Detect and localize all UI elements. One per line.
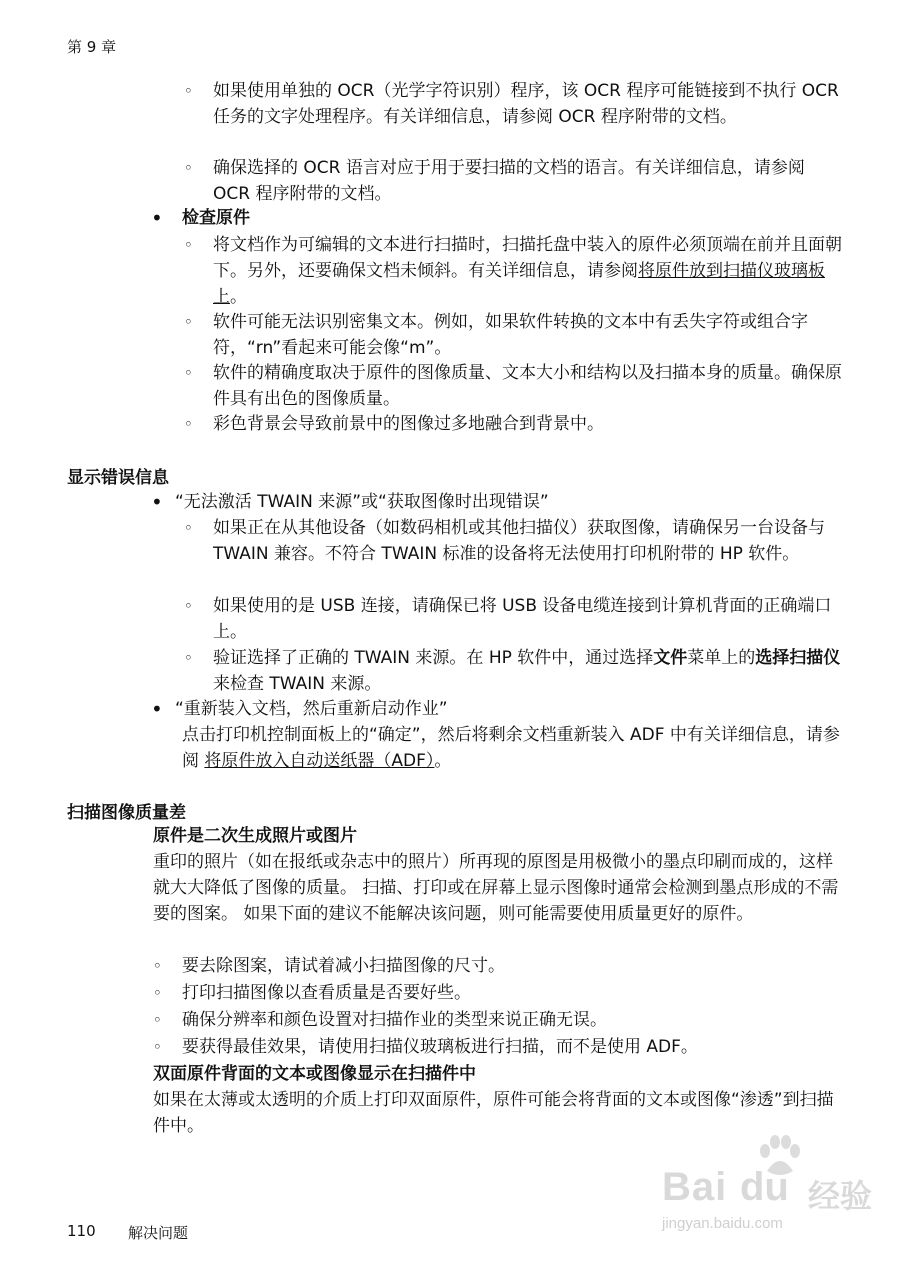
- list-item: 打印扫描图像以查看质量是否要好些。: [182, 983, 471, 1003]
- sub-heading: 原件是二次生成照片或图片: [153, 826, 357, 846]
- link-scanner-glass[interactable]: 将原件放到扫描仪玻璃板上: [213, 261, 825, 307]
- sub-bullet: ◦: [184, 313, 193, 331]
- sub-bullet: ◦: [184, 159, 193, 177]
- list-item: 验证选择了正确的 TWAIN 来源。在 HP 软件中，通过选择文件菜单上的选择扫描仪来检查 TWAIN 来源。: [213, 648, 841, 694]
- watermark-url: jingyan.baidu.com: [662, 1215, 783, 1232]
- list-item: 确保分辨率和颜色设置对扫描作业的类型来说正确无误。: [182, 1010, 607, 1030]
- list-item: 要获得最佳效果，请使用扫描仪玻璃板进行扫描，而不是使用 ADF。: [182, 1037, 698, 1057]
- error-messages-heading: 显示错误信息: [67, 468, 169, 488]
- sub-bullet: ◦: [184, 649, 193, 667]
- sub-bullet: ◦: [184, 597, 193, 615]
- list-item: 将文档作为可编辑的文本进行扫描时，扫描托盘中装入的原件必须顶端在前并且面朝下。另外，还要确保文档未倾斜。有关详细信息，请参阅将原件放到扫描仪玻璃板上。: [213, 235, 842, 307]
- list-item: 确保选择的 OCR 语言对应于用于要扫描的文档的语言。有关详细信息，请参阅 OCR 程序附带的文档。: [213, 158, 805, 204]
- list-item: 软件的精确度取决于原件的图像质量、文本大小和结构以及扫描本身的质量。确保原件具有出色的图像质量。: [213, 363, 842, 409]
- sub-bullet: ◦: [184, 519, 193, 537]
- sub-bullet: ◦: [153, 984, 162, 1002]
- chapter-label: 第 9 章: [67, 38, 117, 56]
- watermark-du: du: [740, 1165, 789, 1209]
- sub-bullet: ◦: [184, 364, 193, 382]
- sub-bullet: ◦: [184, 82, 193, 100]
- list-item: 彩色背景会导致前景中的图像过多地融合到背景中。: [213, 414, 604, 434]
- bullet: •: [151, 206, 163, 230]
- footer-title: 解决问题: [128, 1224, 189, 1242]
- paragraph: 重印的照片（如在报纸或杂志中的照片）所再现的原图是用极微小的墨点印刷而成的，这样就大大降低了图像的质量。 扫描、打印或在屏幕上显示图像时通常会检测到墨点形成的不需要的图案。 如果下面的建议不能解决该问题，则可能需要使用质量更好的原件。: [153, 852, 839, 924]
- bullet: •: [151, 697, 163, 721]
- list-item: 要去除图案，请试着减小扫描图像的尺寸。: [182, 956, 505, 976]
- poor-quality-heading: 扫描图像质量差: [67, 803, 186, 823]
- bullet: •: [151, 490, 163, 514]
- sub-bullet: ◦: [184, 236, 193, 254]
- paragraph: 如果在太薄或太透明的介质上打印双面原件，原件可能会将背面的文本或图像“渗透”到扫描件中。: [153, 1090, 834, 1136]
- sub-heading: 双面原件背面的文本或图像显示在扫描件中: [153, 1064, 476, 1084]
- paragraph: 点击打印机控制面板上的“确定”，然后将剩余文档重新装入 ADF 中有关详细信息，请参阅 将原件放入自动送纸器（ADF）。: [182, 725, 840, 771]
- sub-bullet: ◦: [153, 1011, 162, 1029]
- list-item: “重新装入文档，然后重新启动作业”: [175, 699, 448, 719]
- sub-bullet: ◦: [153, 1038, 162, 1056]
- baidu-watermark: [660, 1135, 905, 1235]
- link-adf[interactable]: 将原件放入自动送纸器（ADF）: [204, 751, 435, 771]
- list-item: 如果正在从其他设备（如数码相机或其他扫描仪）获取图像，请确保另一台设备与 TWAIN 兼容。不符合 TWAIN 标准的设备将无法使用打印机附带的 HP 软件。: [213, 518, 825, 564]
- list-item: 如果使用的是 USB 连接，请确保已将 USB 设备电缆连接到计算机背面的正确端口上。: [213, 596, 832, 642]
- sub-bullet: ◦: [184, 415, 193, 433]
- sub-bullet: ◦: [153, 957, 162, 975]
- page-number: 110: [67, 1222, 96, 1240]
- list-item: “无法激活 TWAIN 来源”或“获取图像时出现错误”: [175, 492, 549, 512]
- watermark-logo-cn: 经验: [808, 1178, 873, 1214]
- check-original-heading: 检查原件: [182, 208, 250, 228]
- watermark-logo: Bai: [662, 1165, 728, 1209]
- list-item: 软件可能无法识别密集文本。例如，如果软件转换的文本中有丢失字符或组合字符，“rn”看起来可能会像“m”。: [213, 312, 808, 358]
- list-item: 如果使用单独的 OCR（光学字符识别）程序，该 OCR 程序可能链接到不执行 OCR 任务的文字处理程序。有关详细信息，请参阅 OCR 程序附带的文档。: [213, 81, 839, 127]
